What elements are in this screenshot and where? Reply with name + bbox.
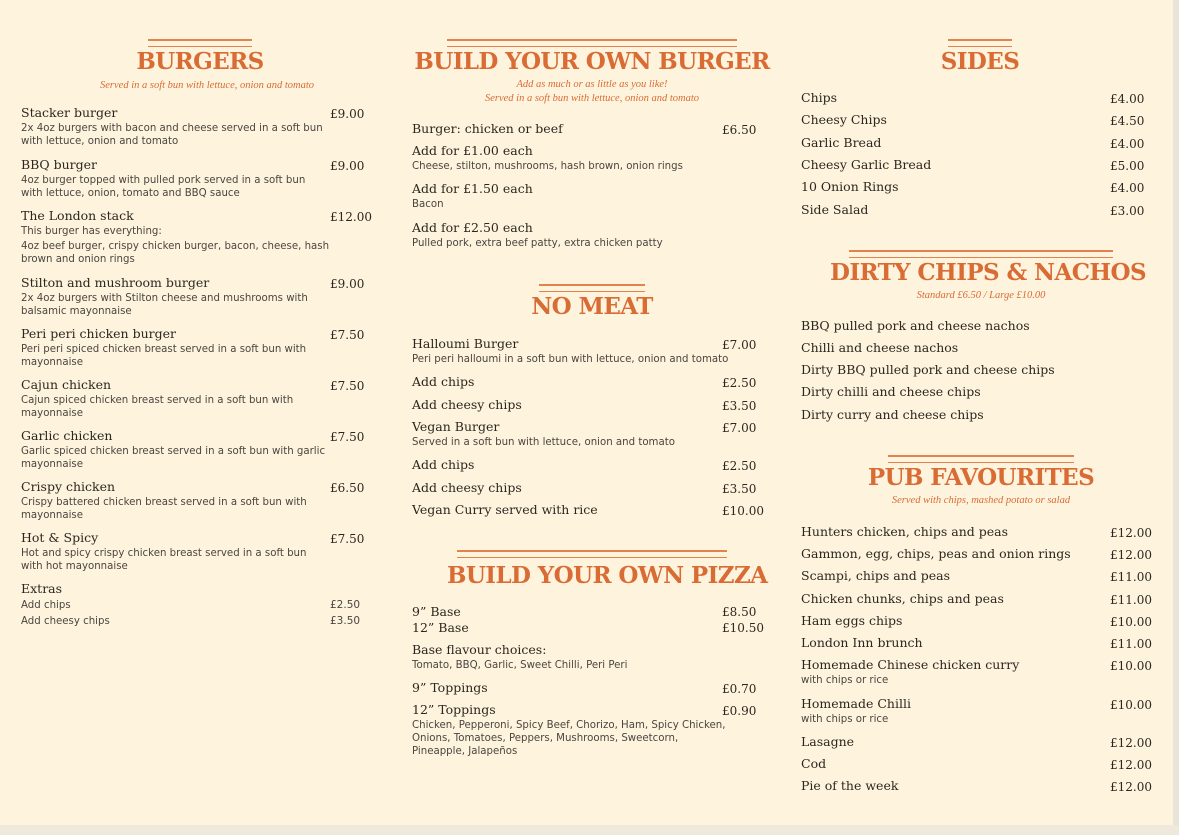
burgers-header <box>100 39 315 93</box>
menu-item <box>412 604 461 620</box>
item-price: £4.50 <box>1110 114 1145 128</box>
item-name: 12” Toppings <box>412 702 496 717</box>
item-price: £2.50 <box>722 376 757 390</box>
item-name: Homemade Chilli <box>801 696 911 711</box>
item-name: Add chips <box>412 457 475 472</box>
menu-item <box>801 568 950 584</box>
item-price: £7.00 <box>722 338 757 352</box>
item-price: £10.50 <box>722 621 764 635</box>
menu-item <box>21 157 326 200</box>
pub-subtitle: Served with chips, mashed potato or salad <box>891 495 1071 506</box>
item-name: Cajun chicken <box>21 377 112 392</box>
item-price: £6.50 <box>330 481 365 495</box>
item-description: Garlic spiced chicken breast served in a soft bun with garlic mayonnaise <box>21 446 326 470</box>
menu-item <box>412 480 522 496</box>
item-name: Hunters chicken, chips and peas <box>801 524 1008 539</box>
item-name: Ham eggs chips <box>801 613 903 628</box>
item-name: Homemade Chinese chicken curry <box>801 657 1020 672</box>
item-name: Dirty curry and cheese chips <box>801 407 984 422</box>
item-name: 9” Base <box>412 604 461 619</box>
item-price: £3.50 <box>722 482 757 496</box>
item-name: Scampi, chips and peas <box>801 568 950 583</box>
extras-group <box>21 581 221 628</box>
item-name: Stilton and mushroom burger <box>21 275 210 290</box>
item-description: Crispy battered chicken breast served in a soft bun with mayonnaise <box>21 497 307 521</box>
menu-item <box>21 530 331 573</box>
menu-item <box>801 696 911 726</box>
item-name: Base flavour choices: <box>412 642 547 657</box>
menu-item <box>21 275 321 318</box>
item-name: Gammon, egg, chips, peas and onion rings <box>801 546 1071 561</box>
menu-item <box>801 546 1071 562</box>
item-price: £3.50 <box>722 399 757 413</box>
item-description: This burger has everything: <box>21 226 162 237</box>
item-price: £10.00 <box>1110 659 1152 673</box>
menu-item <box>412 502 598 518</box>
menu-item <box>801 524 1008 540</box>
item-name: Add for £2.50 each <box>412 220 533 235</box>
item-name: The London stack <box>21 208 134 223</box>
item-name: 9” Toppings <box>412 680 488 695</box>
byo-burger-subtitle: Add as much or as little as you like! <box>516 79 668 90</box>
menu-item <box>412 702 732 758</box>
byo-pizza-header <box>447 550 768 591</box>
item-name: Add cheesy chips <box>412 480 522 495</box>
item-price: £0.90 <box>722 704 757 718</box>
item-description: Bacon <box>412 199 444 210</box>
item-price: £0.70 <box>722 682 757 696</box>
item-name: Chips <box>801 90 838 105</box>
item-description: with chips or rice <box>801 675 889 686</box>
item-price: £11.00 <box>1110 637 1152 651</box>
menu-item <box>801 340 958 356</box>
menu-item <box>801 179 899 195</box>
item-name: Hot & Spicy <box>21 530 99 545</box>
item-price: £6.50 <box>722 123 757 137</box>
item-name: Crispy chicken <box>21 479 116 494</box>
sides-rule <box>948 39 1012 47</box>
dirty-title: DIRTY CHIPS & NACHOS <box>830 259 1146 286</box>
item-price: £7.00 <box>722 421 757 435</box>
item-description: 2x 4oz burgers with bacon and cheese served in a soft bun with lettuce, onion and tomato <box>21 123 323 147</box>
no-meat-header <box>492 284 692 322</box>
item-description: Chicken, Pepperoni, Spicy Beef, Chorizo, Ham, Spicy Chicken, Onions, Tomatoes, Peppers, Mushrooms, Sweetcorn, Pineapple, Jalapeños <box>412 720 726 757</box>
menu-item <box>801 362 1055 378</box>
item-description: Served in a soft bun with lettuce, onion and tomato <box>412 437 675 448</box>
item-description: Peri peri spiced chicken breast served in a soft bun with mayonnaise <box>21 344 307 368</box>
pub-header <box>861 455 1101 508</box>
item-name: Peri peri chicken burger <box>21 326 176 341</box>
menu-item <box>21 326 321 369</box>
item-name: Halloumi Burger <box>412 336 519 351</box>
menu-item <box>412 419 712 449</box>
item-description: Cheese, stilton, mushrooms, hash brown, onion rings <box>412 161 683 172</box>
extras-item-name: Add chips <box>21 600 71 611</box>
item-description: with chips or rice <box>801 714 889 725</box>
item-price: £11.00 <box>1110 570 1152 584</box>
menu-item <box>801 90 837 106</box>
item-price: £12.00 <box>1110 526 1152 540</box>
item-description: Tomato, BBQ, Garlic, Sweet Chilli, Peri Peri <box>412 660 628 671</box>
item-name: Garlic Bread <box>801 135 882 150</box>
item-description: 4oz burger topped with pulled pork served in a soft bun with lettuce, onion, tomato and BBQ sauce <box>21 175 306 199</box>
item-name: Stacker burger <box>21 105 118 120</box>
item-price: £7.50 <box>330 430 365 444</box>
item-name: Dirty chilli and cheese chips <box>801 384 981 399</box>
item-description: 2x 4oz burgers with Stilton cheese and mushrooms with balsamic mayonnaise <box>21 293 308 317</box>
menu-item <box>412 220 663 250</box>
menu-item <box>801 657 1019 687</box>
item-name: Dirty BBQ pulled pork and cheese chips <box>801 362 1055 377</box>
menu-item <box>801 135 881 151</box>
item-name: Chicken chunks, chips and peas <box>801 591 1004 606</box>
dirty-header <box>830 250 1146 303</box>
item-name: London Inn brunch <box>801 635 923 650</box>
byo-burger-header <box>412 39 772 106</box>
extras-item-name: Add cheesy chips <box>21 616 110 627</box>
item-name: Cheesy Garlic Bread <box>801 157 932 172</box>
pub-title: PUB FAVOURITES <box>867 464 1095 491</box>
dirty-subtitle: Standard £6.50 / Large £10.00 <box>916 290 1046 301</box>
menu-item <box>801 613 902 629</box>
menu-item <box>801 157 931 173</box>
menu-item <box>412 143 683 173</box>
item-price: £4.00 <box>1110 92 1145 106</box>
menu-item <box>801 756 826 772</box>
menu-item <box>801 318 1030 334</box>
item-price: £8.50 <box>722 605 757 619</box>
item-price: £5.00 <box>1110 159 1145 173</box>
burgers-subtitle: Served in a soft bun with lettuce, onion and tomato <box>100 80 315 91</box>
extras-item-price: £3.50 <box>330 615 361 627</box>
extras-title: Extras <box>21 581 63 596</box>
byo-burger-subtitle-2: Served in a soft bun with lettuce, onion and tomato <box>484 93 700 104</box>
extras-item-price: £2.50 <box>330 599 361 611</box>
menu-item <box>412 336 732 366</box>
menu-item <box>21 479 321 522</box>
item-name: Side Salad <box>801 202 869 217</box>
menu-item <box>801 384 981 400</box>
menu-item <box>412 680 488 696</box>
item-price: £10.00 <box>722 504 764 518</box>
menu-item <box>412 397 522 413</box>
sides-header <box>900 39 1060 77</box>
menu-item <box>412 642 712 672</box>
item-price: £7.50 <box>330 379 365 393</box>
item-name: Vegan Curry served with rice <box>412 502 598 517</box>
dirty-rule <box>849 250 1113 258</box>
no-meat-title: NO MEAT <box>531 293 653 320</box>
item-price: £4.00 <box>1110 181 1145 195</box>
menu-item <box>21 428 326 471</box>
byo-pizza-rule <box>457 550 727 558</box>
item-name: Burger: chicken or beef <box>412 121 563 136</box>
item-name: Add for £1.00 each <box>412 143 533 158</box>
menu-item <box>21 105 326 148</box>
menu-item <box>801 635 923 651</box>
item-price: £3.00 <box>1110 204 1145 218</box>
item-price: £10.00 <box>1110 615 1152 629</box>
item-price: £2.50 <box>722 459 757 473</box>
menu-item <box>801 407 984 423</box>
item-price: £12.00 <box>1110 780 1152 794</box>
burgers-title: BURGERS <box>136 48 264 75</box>
menu-item <box>801 734 854 750</box>
menu-item <box>801 112 887 128</box>
byo-burger-title: BUILD YOUR OWN BURGER <box>414 48 770 75</box>
no-meat-rule <box>539 284 645 292</box>
byo-burger-rule <box>447 39 737 47</box>
item-name: Add chips <box>412 374 475 389</box>
menu-item <box>801 778 898 794</box>
item-description: Hot and spicy crispy chicken breast served in a soft bun with hot mayonnaise <box>21 548 307 572</box>
item-name: BBQ burger <box>21 157 97 172</box>
sides-title: SIDES <box>940 48 1020 75</box>
item-name: Garlic chicken <box>21 428 113 443</box>
item-price: £9.00 <box>330 159 365 173</box>
item-price: £9.00 <box>330 107 365 121</box>
item-price: £4.00 <box>1110 137 1145 151</box>
menu-item <box>21 208 331 266</box>
item-name: 12” Base <box>412 620 469 635</box>
item-price: £7.50 <box>330 328 365 342</box>
byo-pizza-title: BUILD YOUR OWN PIZZA <box>447 562 768 589</box>
page-edge <box>1173 0 1179 835</box>
menu-item <box>801 202 868 218</box>
item-name: Add for £1.50 each <box>412 181 533 196</box>
item-price: £12.00 <box>330 210 372 224</box>
page-bottom-edge <box>0 825 1179 835</box>
item-name: Pie of the week <box>801 778 899 793</box>
item-description: Cajun spiced chicken breast served in a soft bun with mayonnaise <box>21 395 294 419</box>
item-name: Add cheesy chips <box>412 397 522 412</box>
menu-item <box>21 377 311 420</box>
item-price: £9.00 <box>330 277 365 291</box>
menu-item <box>412 374 474 390</box>
pub-rule <box>888 455 1074 463</box>
item-description-extra: 4oz beef burger, crispy chicken burger, bacon, cheese, hash brown and onion rings <box>21 241 330 265</box>
item-name: Chilli and cheese nachos <box>801 340 959 355</box>
burgers-rule <box>148 39 252 47</box>
menu-item <box>412 121 563 137</box>
item-price: £12.00 <box>1110 548 1152 562</box>
item-name: BBQ pulled pork and cheese nachos <box>801 318 1030 333</box>
menu-item <box>801 591 1004 607</box>
item-price: £10.00 <box>1110 698 1152 712</box>
menu-item <box>412 457 474 473</box>
item-name: Vegan Burger <box>412 419 500 434</box>
item-name: 10 Onion Rings <box>801 179 899 194</box>
item-price: £12.00 <box>1110 736 1152 750</box>
item-description: Peri peri halloumi in a soft bun with lettuce, onion and tomato <box>412 354 729 365</box>
item-price: £11.00 <box>1110 593 1152 607</box>
item-name: Lasagne <box>801 734 855 749</box>
menu-item <box>412 620 469 636</box>
item-price: £7.50 <box>330 532 365 546</box>
item-name: Cheesy Chips <box>801 112 887 127</box>
item-name: Cod <box>801 756 827 771</box>
menu-item <box>412 181 533 211</box>
item-price: £12.00 <box>1110 758 1152 772</box>
item-description: Pulled pork, extra beef patty, extra chicken patty <box>412 238 663 249</box>
